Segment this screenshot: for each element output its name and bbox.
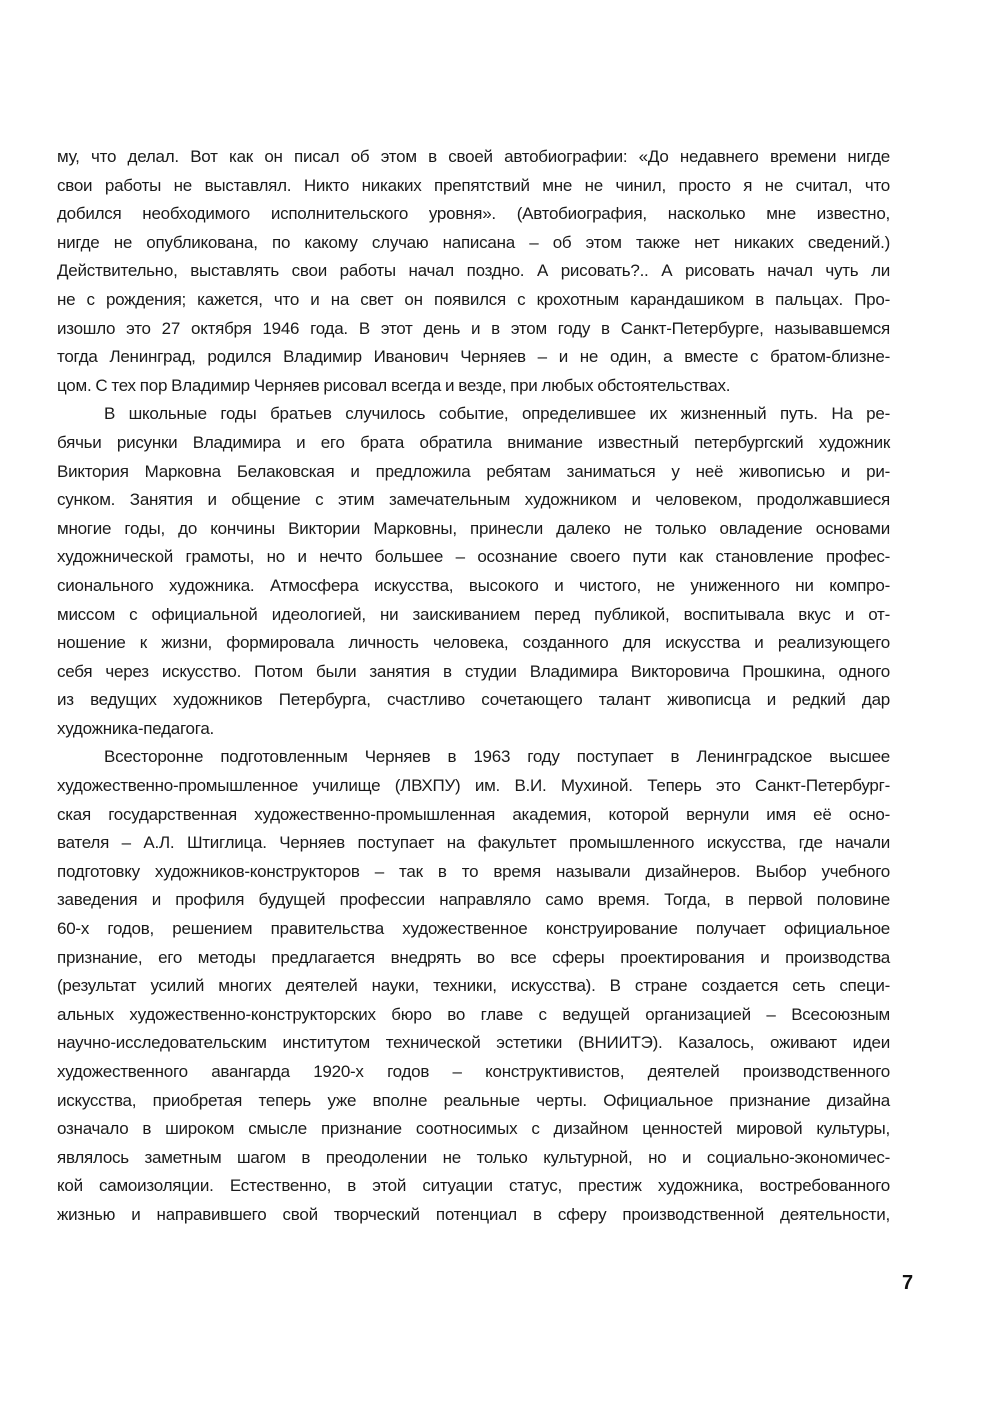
text-line: (результат усилий многих деятелей науки, техники, искусства). В стране создается сеть специ- [57, 976, 890, 996]
text-line: миссом с официальной идеологией, ни заискиванием перед публикой, воспитывала вкус и от- [57, 604, 890, 624]
text-line: из ведущих художников Петербурга, счастливо сочетающего талант живописца и редкий дар [57, 690, 890, 710]
text-line: признание, его методы предлагается внедрять во все сферы проектирования и производства [57, 947, 890, 967]
text-line: художника-педагога. [57, 718, 214, 738]
text-line: не с рождения; кажется, что и на свет он появился с крохотным карандашиком в пальцах. Про- [57, 289, 890, 309]
text-line: художнической грамоты, но и нечто большее – осознание своего пути как становление профес- [57, 547, 890, 567]
text-line: вателя – А.Л. Штиглица. Черняев поступает на факультет промышленного искусства, где начали [57, 833, 890, 853]
text-line: 60-х годов, решением правительства художественное конструирование получает официальное [57, 919, 890, 939]
text-line: сунком. Занятия и общение с этим замечательным художником и человеком, продолжавшиеся [57, 490, 890, 510]
text-line: свои работы не выставлял. Никто никаких препятствий мне не чинил, просто я не считал, что [57, 175, 890, 195]
text-line: жизнью и направившего свой творческий потенциал в сферу производственной деятельности, [57, 1204, 890, 1224]
text-line: бячьи рисунки Владимира и его брата обратила внимание известный петербургский художник [57, 432, 890, 452]
page-number: 7 [902, 1272, 914, 1294]
text-line: нигде не опубликована, по какому случаю написана – об этом также нет никаких сведений.) [57, 232, 890, 252]
text-line: Действительно, выставлять свои работы начал поздно. А рисовать?.. А рисовать начал чуть ли [57, 261, 890, 281]
text-line: альных художественно-конструкторских бюро во главе с ведущей организацией – Всесоюзным [57, 1004, 890, 1024]
text-line: себя через искусство. Потом были занятия в студии Владимира Викторовича Прошкина, одного [57, 661, 890, 681]
text-line: подготовку художников-конструкторов – так в то время называли дизайнеров. Выбор учебного [57, 861, 890, 881]
text-line: искусства, приобретая теперь уже вполне реальные черты. Официальное признание дизайна [57, 1090, 890, 1110]
text-line: художественного авангарда 1920-х годов – конструктивистов, деятелей производственного [57, 1062, 890, 1081]
text-line: изошло это 27 октября 1946 года. В этот день и в этом году в Санкт-Петербурге, называвшемся [57, 318, 890, 338]
text-line: цом. С тех пор Владимир Черняев рисовал всегда и везде, при любых обстоятельствах. [57, 375, 731, 395]
text-line: многие годы, до кончины Виктории Марковны, принесли далеко не только овладение основами [57, 518, 890, 538]
text-line: ношение к жизни, формировала личность человека, созданного для искусства и реализующего [57, 633, 890, 653]
page-body [57, 143, 890, 1230]
text-line: добился необходимого исполнительского уровня». (Автобиография, насколько мне известно, [57, 204, 890, 224]
text-line: ская государственная художественно-промышленная академия, которой вернули имя её осно- [57, 804, 890, 824]
text-line: заведения и профиля будущей профессии направляло само время. Тогда, в первой половине [57, 890, 890, 910]
text-line: В школьные годы братьев случилось событие, определившее их жизненный путь. На ре- [104, 404, 890, 424]
paragraph [57, 400, 890, 743]
text-line: научно-исследовательским институтом технической эстетики (ВНИИТЭ). Казалось, оживают идеи [57, 1033, 890, 1053]
text-line: кой самоизоляции. Естественно, в этой ситуации статус, престиж художника, востребованного [57, 1176, 890, 1196]
paragraph [57, 743, 890, 1229]
text-line: являлось заметным шагом в преодолении не только культурной, но и социально-экономичес- [57, 1147, 890, 1167]
text-line: Виктория Марковна Белаковская и предложила ребятам заниматься у неё живописью и ри- [57, 461, 890, 481]
text-line: означало в широком смысле признание соотносимых с дизайном ценностей мировой культуры, [57, 1119, 890, 1139]
text-line: Всесторонне подготовленным Черняев в 1963 году поступает в Ленинградское высшее [104, 747, 890, 767]
text-line: сионального художника. Атмосфера искусства, высокого и чистого, не униженного ни компро- [57, 575, 890, 595]
text-line: тогда Ленинград, родился Владимир Иванович Черняев – и не один, а вместе с братом-близне- [57, 347, 890, 367]
paragraph [57, 143, 890, 400]
text-line: му, что делал. Вот как он писал об этом в своей автобиографии: «До недавнего времени нигде [57, 147, 890, 166]
text-line: художественно-промышленное училище (ЛВХПУ) им. В.И. Мухиной. Теперь это Санкт-Петербург- [57, 776, 890, 796]
